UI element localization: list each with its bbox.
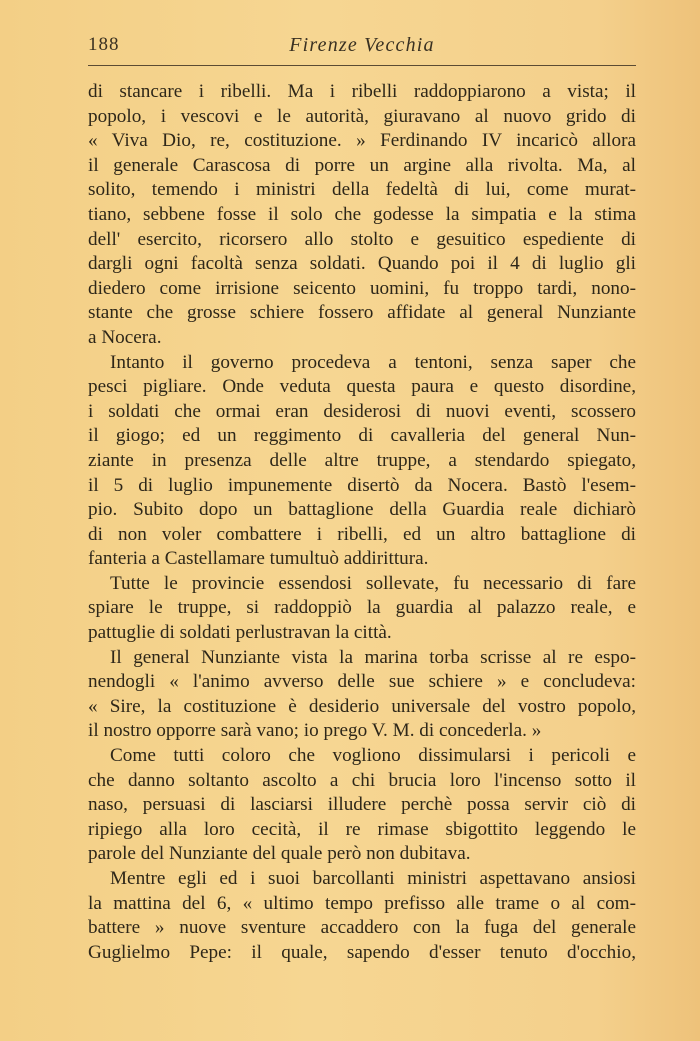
text-line: a Nocera.: [88, 326, 162, 348]
text-line: il 5 di luglio impunemente disertò da Nocera. Bastò l'esem-: [88, 474, 636, 496]
text-line: naso, persuasi di lasciarsi illudere perchè possa servir ciò di: [88, 794, 636, 816]
text-line: di non voler combattere i ribelli, ed un altro battaglione di: [88, 523, 636, 545]
text-line: pio. Subito dopo un battaglione della Guardia reale dichiarò: [88, 499, 636, 521]
text-line: « Sire, la costituzione è desiderio universale del vostro popolo,: [88, 695, 636, 717]
text-line: la mattina del 6, « ultimo tempo prefisso alle trame o al com-: [88, 892, 636, 914]
text-line: di stancare i ribelli. Ma i ribelli raddoppiarono a vista; il: [88, 81, 636, 102]
running-title: Firenze Vecchia: [289, 34, 435, 56]
paragraph-start-line: Tutte le provincie essendosi sollevate, fu necessario di fare: [110, 572, 636, 594]
text-line: diedero come irrisione seicento uomini, fu troppo tardi, nono-: [88, 277, 636, 299]
page-header: [88, 34, 636, 64]
body-text: [88, 80, 636, 965]
text-line: tiano, sebbene fosse il solo che godesse la simpatia e la stima: [88, 203, 636, 225]
header-rule: [88, 65, 636, 66]
text-line: popolo, i vescovi e le autorità, giuravano al nuovo grido di: [88, 105, 636, 127]
text-line: i soldati che ormai eran desiderosi di nuovi eventi, scossero: [88, 400, 636, 422]
text-line: il nostro opporre sarà vano; io prego V. M. di concederla. »: [88, 720, 542, 742]
text-line: il giogo; ed un reggimento di cavalleria del general Nun-: [88, 425, 636, 447]
text-line: parole del Nunziante del quale però non dubitava.: [88, 843, 471, 865]
text-line: ziante in presenza delle altre truppe, a stendardo spiegato,: [88, 449, 636, 471]
text-line: fanteria a Castellamare tumultuò addirittura.: [88, 548, 429, 570]
text-line: nendogli « l'animo avverso delle sue schiere » e concludeva:: [88, 671, 636, 693]
text-line: Guglielmo Pepe: il quale, sapendo d'esser tenuto d'occhio,: [88, 941, 636, 963]
text-line: il generale Carascosa di porre un argine alla rivolta. Ma, al: [88, 154, 636, 176]
page-number: 188: [88, 34, 120, 55]
text-line: che danno soltanto ascolto a chi brucia loro l'incenso sotto il: [88, 769, 636, 791]
text-line: « Viva Dio, re, costituzione. » Ferdinando IV incaricò allora: [88, 130, 636, 152]
text-line: pattuglie di soldati perlustravan la città.: [88, 622, 392, 644]
paragraph-start-line: Mentre egli ed i suoi barcollanti ministri aspettavano ansiosi: [110, 868, 636, 889]
text-line: pesci pigliare. Onde veduta questa paura e questo disordine,: [88, 376, 636, 398]
text-line: stante che grosse schiere fossero affidate al general Nunziante: [88, 302, 636, 324]
text-line: battere » nuove sventure accaddero con la fuga del generale: [88, 917, 636, 939]
text-line: spiare le truppe, si raddoppiò la guardia al palazzo reale, e: [88, 597, 636, 619]
text-line: dargli ogni facoltà senza soldati. Quando poi il 4 di luglio gli: [88, 253, 636, 275]
paragraph-start-line: Il general Nunziante vista la marina torba scrisse al re espo-: [110, 646, 636, 668]
text-line: solito, temendo i ministri della fedeltà di lui, come murat-: [88, 179, 636, 201]
paragraph-start-line: Come tutti coloro che vogliono dissimularsi i pericoli e: [110, 745, 636, 767]
text-line: ripiego alla loro cecità, il re rimase sbigottito leggendo le: [88, 818, 636, 840]
paragraph-start-line: Intanto il governo procedeva a tentoni, senza saper che: [110, 351, 636, 373]
text-line: dell' esercito, ricorsero allo stolto e gesuitico espediente di: [88, 228, 636, 250]
